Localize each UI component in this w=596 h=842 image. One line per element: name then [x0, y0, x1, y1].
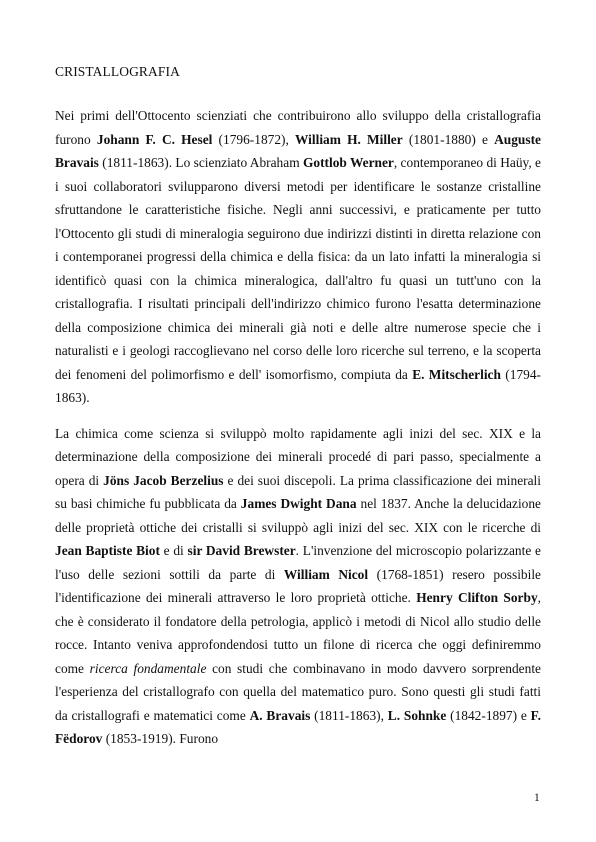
- page-number: 1: [534, 792, 540, 804]
- bold-name: James Dwight Dana: [240, 496, 357, 511]
- bold-name: E. Mitscherlich: [412, 366, 501, 382]
- bold-name: Johann F. C. Hesel: [96, 131, 213, 147]
- document-body: [55, 104, 541, 763]
- bold-name: F. Fëdorov: [55, 707, 541, 746]
- document-title: CRISTALLOGRAFIA: [55, 64, 180, 79]
- text-run: (1853-1919). Furono: [102, 731, 219, 746]
- bold-name: Gottlob Werner: [302, 155, 394, 170]
- bold-name: William Nicol: [283, 566, 369, 582]
- text-run: . L'invenzione del microscopio polarizzante e l'uso delle sezioni sottili da parte di: [55, 543, 541, 582]
- text-run: (1811-1863),: [310, 707, 388, 723]
- text-run: con studi che combinavano in modo davvero sorprendente l'esperienza del cristallografo con quella del matematico puro. Sono questi gli studi fatti da cristallografi e matematici come: [55, 660, 541, 723]
- paragraph-2: [55, 422, 541, 751]
- paragraph-1: [55, 104, 541, 410]
- text-run: (1794-1863).: [55, 366, 541, 405]
- bold-name: Auguste Bravais: [55, 131, 541, 170]
- bold-name: Henry Clifton Sorby: [416, 590, 538, 605]
- bold-name: William H. Miller: [295, 131, 403, 147]
- bold-name: A. Bravais: [249, 707, 311, 723]
- text-run: (1842-1897) e: [446, 707, 531, 723]
- text-run: , che è considerato il fondatore della petrologia, applicò i metodi di Nicol allo studio delle rocce. Intanto veniva approfondendosi tutto un filone di ricerca che oggi definiremmo come: [55, 590, 542, 676]
- bold-name: Jöns Jacob Berzelius: [103, 472, 224, 488]
- text-run: Nei primi dell'Ottocento scienziati che contribuirono allo sviluppo della cristallografia furono: [55, 108, 541, 147]
- bold-name: L. Sohnke: [387, 707, 447, 723]
- text-run: nel 1837. Anche la delucidazione delle proprietà ottiche dei cristalli si sviluppò agli inizi del sec. XIX con le ricerche di: [55, 496, 541, 535]
- text-run: e dei suoi discepoli. La prima classificazione dei minerali su basi chimiche fu pubblicata da: [55, 472, 541, 511]
- text-run: (1768-1851) resero possibile l'identificazione dei minerali attraverso le loro proprietà ottiche.: [55, 566, 541, 605]
- italic-phrase: ricerca fondamentale: [89, 660, 207, 676]
- text-run: (1811-1863). Lo scienziato Abraham: [98, 155, 303, 170]
- text-run: La chimica come scienza si sviluppò molto rapidamente agli inizi del sec. XIX e la determinazione della composizione dei minerali procedé di pari passo, specialmente a opera di: [55, 425, 541, 488]
- text-run: e di: [159, 543, 188, 558]
- text-run: , contemporaneo di Haüy, e i suoi collaboratori svilupparono diversi metodi per identificare le sostanze cristalline sfruttandone le caratteristiche fisiche. Negli anni successivi, e praticamente per tutto l'Ottocento gli studi di mineralogia seguirono due indirizzi distinti in diretta relazione con i contemporanei progressi della chimica e della fisica: da un lato infatti la mineralogia si identificò quasi con la chimica mineralogica, dall'altro fu quasi un tutt'uno con la cristallografia. I risultati principali dell'indirizzo chimico furono l'esatta determinazione della composizione chimica dei minerali già noti e delle altre numerose specie che i naturalisti e i geologi raccoglievano nel corso delle loro ricerche sul terreno, e la scoperta dei fenomeni del polimorfismo e dell' isomorfismo, compiuta da: [55, 155, 542, 382]
- text-run: (1801-1880) e: [402, 131, 495, 147]
- bold-name: sir David Brewster: [187, 543, 296, 558]
- bold-name: Jean Baptiste Biot: [55, 543, 160, 558]
- text-run: (1796-1872),: [212, 131, 296, 147]
